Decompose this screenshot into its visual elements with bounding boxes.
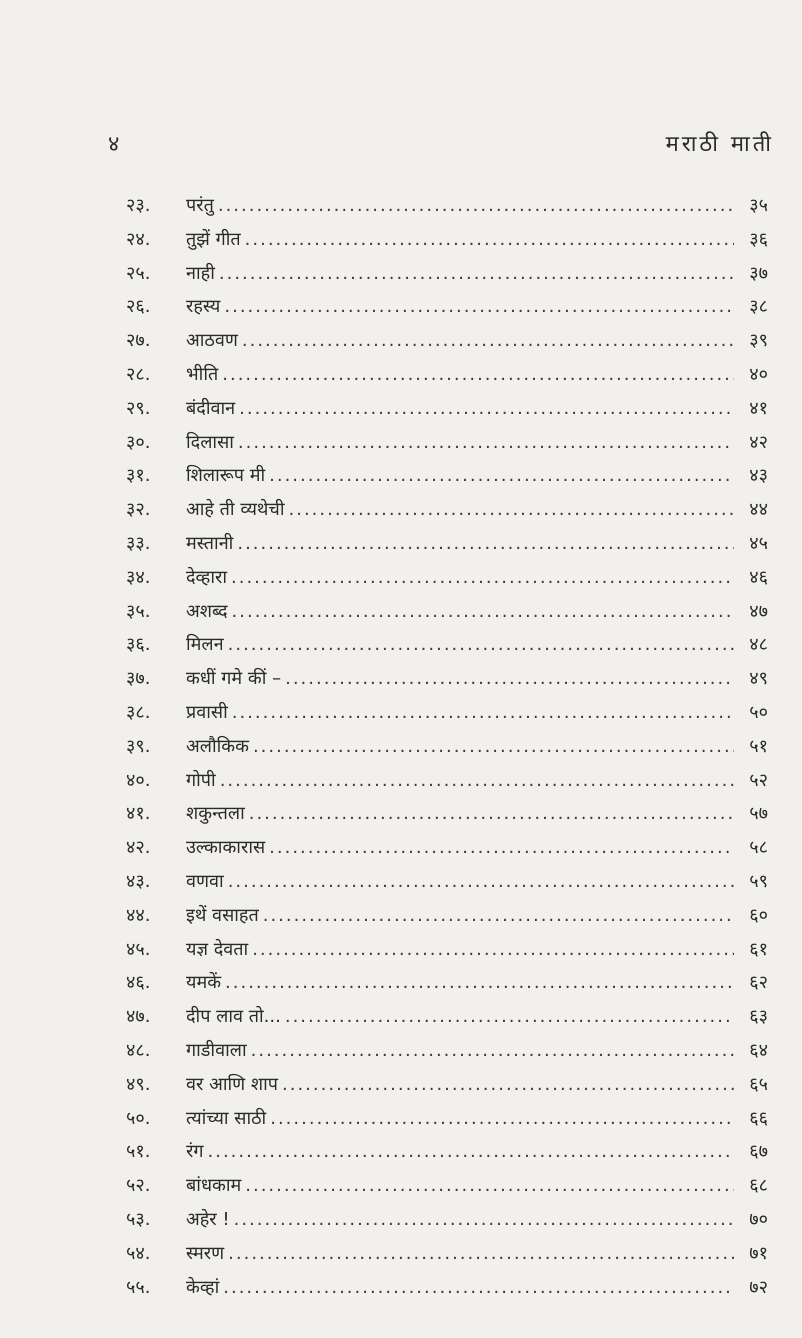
- toc-entry-page: ५८: [749, 837, 768, 859]
- toc-entry-number: २७.: [126, 330, 151, 352]
- toc-entry-number: २५.: [126, 262, 151, 284]
- dot-leader: [270, 1108, 734, 1129]
- toc-entry-page: ४१: [749, 397, 768, 419]
- dot-leader: [228, 1243, 734, 1264]
- toc-entry: [126, 1004, 768, 1038]
- toc-entry-title: आहे ती व्यथेची: [186, 499, 285, 521]
- dot-leader: [225, 972, 734, 993]
- toc-entry-page: ३९: [749, 330, 768, 352]
- toc-entry: [126, 463, 768, 497]
- toc-entry-title: परंतु: [186, 195, 214, 216]
- toc-entry-title: नाही: [186, 262, 215, 284]
- toc-entry-number: ४२.: [126, 837, 151, 859]
- toc-entry: [126, 970, 768, 1004]
- toc-entry-number: ५२.: [126, 1175, 151, 1197]
- toc-entry-title: मस्तानी: [186, 532, 234, 554]
- toc-entry-title: शकुन्तला: [186, 803, 245, 825]
- toc-entry-page: ७०: [749, 1208, 768, 1230]
- toc-entry-number: ४६.: [126, 972, 151, 994]
- dot-leader: [285, 1006, 734, 1027]
- toc-entry: [126, 193, 768, 227]
- dot-leader: [289, 499, 734, 520]
- dot-leader: [252, 939, 734, 960]
- toc-entry-number: २६.: [126, 296, 151, 318]
- toc-entry: [126, 430, 768, 464]
- dot-leader: [253, 736, 734, 757]
- toc-entry-page: ३६: [749, 228, 768, 250]
- toc-entry: [126, 1275, 768, 1309]
- dot-leader: [269, 465, 734, 486]
- toc-entry: [126, 903, 768, 937]
- toc-entry-page: ३८: [749, 296, 768, 318]
- toc-entry-number: ३८.: [126, 701, 151, 723]
- toc-entry-number: २९.: [126, 397, 151, 419]
- toc-entry-number: ३५.: [126, 600, 151, 622]
- toc-entry-page: ७२: [749, 1276, 768, 1298]
- toc-entry-number: ४९.: [126, 1073, 151, 1095]
- dot-leader: [251, 1040, 734, 1061]
- dot-leader: [231, 567, 734, 588]
- toc-entry-page: ७१: [749, 1242, 768, 1264]
- toc-entry-title: त्यांच्या साठी: [186, 1107, 267, 1129]
- toc-entry: [126, 227, 768, 261]
- toc-entry: [126, 362, 768, 396]
- toc-entry: [126, 1139, 768, 1173]
- toc-entry: [126, 328, 768, 362]
- dot-leader: [224, 296, 734, 317]
- toc-entry-page: ६०: [749, 904, 768, 926]
- toc-entry-title: मिलन: [186, 634, 224, 656]
- toc-entry-title: यज्ञ देवता: [186, 938, 249, 960]
- toc-entry-title: प्रवासी: [186, 701, 228, 723]
- dot-leader: [208, 1141, 735, 1162]
- toc-entry-title: रंग: [186, 1141, 204, 1163]
- toc-entry-title: गाडीवाला: [186, 1039, 247, 1061]
- toc-entry-page: ५९: [749, 870, 768, 892]
- toc-entry-number: ३४.: [126, 566, 151, 588]
- toc-entry-title: शिलारूप मी: [186, 465, 266, 487]
- toc-entry-number: ३६.: [126, 634, 151, 656]
- toc-entry-page: ५१: [749, 735, 768, 757]
- running-title: मराठी माती: [665, 132, 774, 157]
- toc-entry-page: ४४: [749, 499, 768, 521]
- toc-entry-title: अशब्द: [186, 600, 228, 622]
- toc-entry-number: ४१.: [126, 803, 151, 825]
- dot-leader: [282, 1074, 734, 1095]
- toc-entry-title: रहस्य: [186, 296, 221, 318]
- toc-entry: [126, 700, 768, 734]
- dot-leader: [242, 330, 734, 351]
- toc-entry-page: ६६: [749, 1107, 768, 1129]
- toc-entry: [126, 565, 768, 599]
- toc-entry-page: ६२: [749, 972, 768, 994]
- toc-entry-page: ६३: [749, 1006, 768, 1028]
- dot-leader: [232, 601, 734, 622]
- dot-leader: [269, 837, 734, 858]
- toc-entry: [126, 937, 768, 971]
- toc-entry-page: ६७: [749, 1141, 768, 1163]
- toc-entry: [126, 869, 768, 903]
- toc-entry-number: ५३.: [126, 1208, 151, 1230]
- dot-leader: [237, 533, 734, 554]
- dot-leader: [232, 702, 734, 723]
- toc-entry: [126, 1241, 768, 1275]
- toc-entry-number: ५४.: [126, 1242, 151, 1264]
- toc-entry-title: आठवण: [186, 330, 238, 352]
- toc-entry-title: अलौकिक: [186, 735, 249, 757]
- toc-entry-page: ३५: [749, 195, 768, 216]
- toc-entry-page: ४८: [749, 634, 768, 656]
- toc-entry-number: ३१.: [126, 465, 151, 487]
- dot-leader: [249, 803, 734, 824]
- toc-entry-number: ३२.: [126, 499, 151, 521]
- toc-entry-number: ५१.: [126, 1141, 151, 1163]
- toc-entry: [126, 632, 768, 666]
- toc-entry-title: तुझें गीत: [186, 228, 241, 250]
- toc-entry-number: ४५.: [126, 938, 151, 960]
- toc-entry-number: ३९.: [126, 735, 151, 757]
- toc-entry-title: यमकें: [186, 972, 222, 994]
- toc-entry: [126, 1072, 768, 1106]
- toc-entry-page: ४२: [749, 431, 768, 453]
- toc-entry-page: ४३: [749, 465, 768, 487]
- dot-leader: [263, 905, 734, 926]
- toc-entry-title: बांधकाम: [186, 1175, 242, 1197]
- toc-entry: [126, 599, 768, 633]
- toc-entry: [126, 768, 768, 802]
- dot-leader: [239, 398, 734, 419]
- toc-entry-title: स्मरण: [186, 1242, 225, 1264]
- toc-entry-title: उल्काकारास: [186, 837, 266, 859]
- toc-entry: [126, 1038, 768, 1072]
- toc-entry-title: देव्हारा: [186, 566, 228, 588]
- toc-entry-number: ४७.: [126, 1006, 151, 1028]
- dot-leader: [285, 668, 734, 689]
- toc-entry: [126, 1207, 768, 1241]
- toc-entry-number: ४४.: [126, 904, 151, 926]
- toc-entry-page: ५२: [749, 769, 768, 791]
- dot-leader: [228, 634, 734, 655]
- toc-entry-title: भीति: [186, 363, 219, 385]
- toc-entry-page: ६१: [749, 938, 768, 960]
- toc-entry-number: ३७.: [126, 668, 151, 690]
- toc-entry: [126, 294, 768, 328]
- dot-leader: [219, 263, 734, 284]
- toc-entry: [126, 1173, 768, 1207]
- toc-entry-title: दीप लाव तो...: [186, 1006, 281, 1028]
- toc-entry-page: ६८: [749, 1175, 768, 1197]
- toc-entry: [126, 396, 768, 430]
- toc-entry-page: ६४: [749, 1039, 768, 1061]
- toc-entry-number: ३३.: [126, 532, 151, 554]
- toc-entry-number: ५५.: [126, 1276, 151, 1298]
- dot-leader: [245, 1175, 734, 1196]
- dot-leader: [238, 432, 734, 453]
- toc-entry-page: ६५: [749, 1073, 768, 1095]
- toc-entry-number: ३०.: [126, 431, 151, 453]
- toc-entry-number: ४८.: [126, 1039, 151, 1061]
- toc-entry-number: २८.: [126, 363, 151, 385]
- dot-leader: [234, 1209, 734, 1230]
- page-number: ४: [108, 132, 120, 157]
- toc-entry: [126, 531, 768, 565]
- toc-entry: [126, 801, 768, 835]
- toc-entry-title: वणवा: [186, 870, 224, 892]
- toc-entry-title: बंदीवान: [186, 397, 236, 419]
- toc-entry-title: कधीं गमे कीं –: [186, 668, 282, 690]
- toc-entry-number: ४३.: [126, 870, 151, 892]
- toc-entry-page: ३७: [749, 262, 768, 284]
- dot-leader: [228, 871, 734, 892]
- toc-entry: [126, 666, 768, 700]
- toc-entry: [126, 835, 768, 869]
- toc-entry-title: अहेर !: [186, 1208, 230, 1230]
- toc-entry-number: २३.: [126, 195, 151, 216]
- toc-entry-title: इथें वसाहत: [186, 904, 259, 926]
- dot-leader: [218, 195, 734, 216]
- table-of-contents: [126, 193, 768, 1308]
- toc-entry-title: केव्हां: [186, 1276, 220, 1298]
- toc-entry-title: गोपी: [186, 769, 216, 791]
- toc-entry: [126, 734, 768, 768]
- toc-entry-page: ४९: [749, 668, 768, 690]
- dot-leader: [223, 1277, 734, 1298]
- toc-entry-number: २४.: [126, 228, 151, 250]
- toc-entry-page: ४५: [749, 532, 768, 554]
- dot-leader: [220, 770, 734, 791]
- toc-entry-title: वर आणि शाप: [186, 1073, 279, 1095]
- toc-entry-number: ५०.: [126, 1107, 151, 1129]
- dot-leader: [222, 364, 734, 385]
- toc-entry-page: ४७: [749, 600, 768, 622]
- toc-entry-page: ५७: [749, 803, 768, 825]
- dot-leader: [245, 229, 734, 250]
- toc-entry-page: ४६: [749, 566, 768, 588]
- toc-entry: [126, 497, 768, 531]
- toc-entry: [126, 1106, 768, 1140]
- toc-entry-page: ५०: [749, 701, 768, 723]
- toc-entry: [126, 261, 768, 295]
- toc-entry-number: ४०.: [126, 769, 151, 791]
- toc-entry-page: ४०: [749, 363, 768, 385]
- toc-entry-title: दिलासा: [186, 431, 234, 453]
